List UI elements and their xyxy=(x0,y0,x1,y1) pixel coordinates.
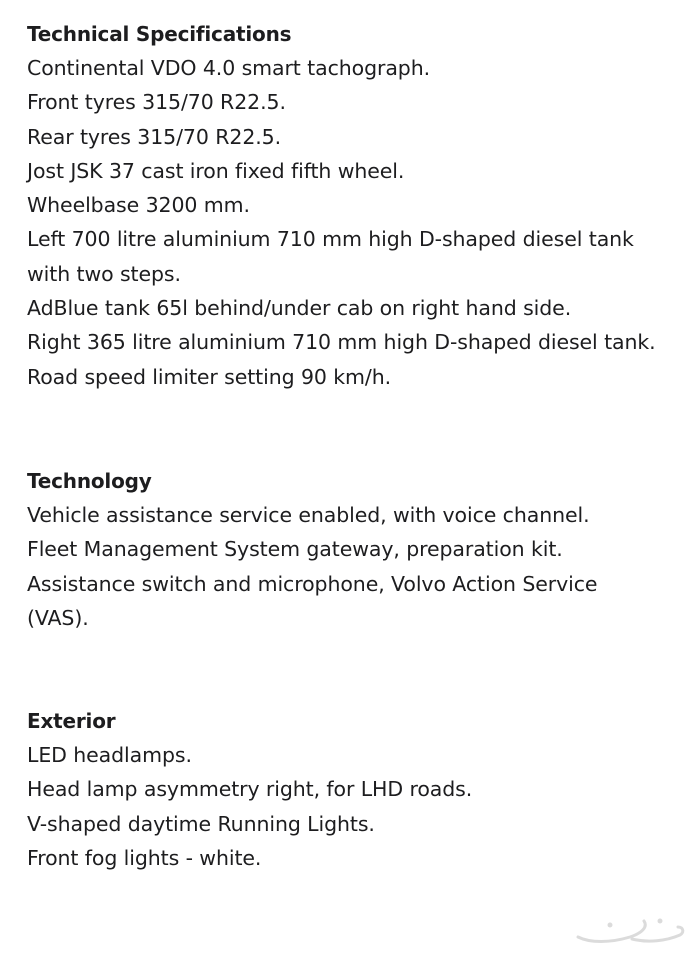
section-title: Exterior xyxy=(27,709,116,733)
spec-line: Jost JSK 37 cast iron fixed fifth wheel. xyxy=(27,158,405,183)
section-technical-specifications xyxy=(27,17,692,394)
spec-line: Assistance switch and microphone, Volvo Action Service xyxy=(27,571,598,596)
haraj-watermark-logo-icon xyxy=(570,909,690,949)
spec-line: Road speed limiter setting 90 km/h. xyxy=(27,364,391,389)
spec-line: Fleet Management System gateway, preparation kit. xyxy=(27,537,563,562)
spec-line: Rear tyres 315/70 R22.5. xyxy=(27,124,282,149)
spec-line: Vehicle assistance service enabled, with voice channel. xyxy=(27,503,590,527)
spec-line: V-shaped daytime Running Lights. xyxy=(27,811,375,836)
spec-line: Front fog lights - white. xyxy=(27,845,262,870)
spec-line: LED headlamps. xyxy=(27,743,192,767)
spec-line: Continental VDO 4.0 smart tachograph. xyxy=(27,56,430,80)
section-exterior xyxy=(27,704,692,875)
spec-line: AdBlue tank 65l behind/under cab on right hand side. xyxy=(27,296,572,321)
spec-line: with two steps. xyxy=(27,261,181,286)
spec-line: Left 700 litre aluminium 710 mm high D-shaped diesel tank xyxy=(27,227,634,252)
section-title: Technology xyxy=(27,469,152,493)
spec-line: (VAS). xyxy=(27,605,89,630)
section-title: Technical Specifications xyxy=(27,22,292,46)
section-technology xyxy=(27,464,692,635)
spec-line: Right 365 litre aluminium 710 mm high D-shaped diesel tank. xyxy=(27,330,656,355)
spec-line: Wheelbase 3200 mm. xyxy=(27,193,250,218)
spec-line: Front tyres 315/70 R22.5. xyxy=(27,90,286,115)
spec-line: Head lamp asymmetry right, for LHD roads. xyxy=(27,777,473,802)
